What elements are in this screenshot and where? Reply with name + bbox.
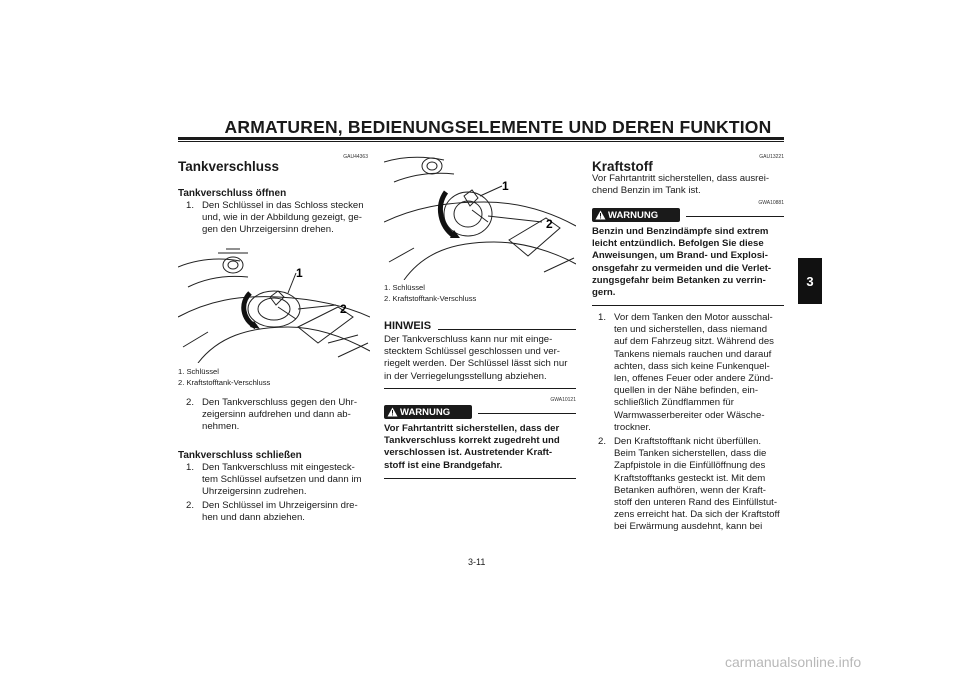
step-number: 1. xyxy=(186,462,195,473)
step-number: 2. xyxy=(186,397,195,408)
section-code: GAU44363 xyxy=(343,154,368,160)
figure-caption-2: 2. Kraftstofftank-Verschluss xyxy=(178,378,271,387)
hinweis-label: HINWEIS xyxy=(384,320,432,332)
section-code: GAU13221 xyxy=(759,154,784,160)
figure-caption-2: 2. Kraftstofftank-Verschluss xyxy=(384,294,477,303)
subheading-close: Tankverschluss schließen xyxy=(178,450,302,461)
step-text: Den Schlüssel in das Schloss stecken und, wie in der Abbildung gezeigt, ge- gen den Uhrzeigersinn drehen. xyxy=(202,200,364,236)
figure-callout-1: 1 xyxy=(296,266,303,280)
header-rule xyxy=(178,137,784,140)
subheading-open: Tankverschluss öffnen xyxy=(178,188,287,199)
page-header-title: ARMATUREN, BEDIENUNGSELEMENTE UND DEREN FUNKTION xyxy=(224,117,772,137)
warning-rule xyxy=(686,216,784,217)
hinweis-rule xyxy=(438,329,576,330)
figure-callout-2: 2 xyxy=(340,302,347,316)
warning-code: GWA10881 xyxy=(758,200,784,206)
chapter-tab: 3 xyxy=(798,258,822,304)
figure-callout-1: 1 xyxy=(502,179,509,193)
warning-triangle-icon xyxy=(384,407,400,417)
hinweis-bottom-rule xyxy=(384,388,576,389)
warning-text: Vor Fahrtantritt sicherstellen, dass der Tankverschluss korrekt zugedreht und verschlossen ist. Austretender Kraft- stoff ist eine Brandgefahr. xyxy=(384,423,560,471)
step-number: 2. xyxy=(598,436,607,447)
watermark: carmanualsonline.info xyxy=(725,654,862,670)
warning-badge: WARNUNG xyxy=(592,208,680,222)
warning-bottom-rule xyxy=(384,478,576,479)
warning-triangle-icon xyxy=(592,210,608,220)
step-text: Vor dem Tanken den Motor ausschal- ten und sicherstellen, dass niemand auf dem Fahrzeug sitzt. Während des Tankens niemals rauchen und darauf achten, dass sich keine Funkenquel- len, offenes Feuer oder andere Zünd- quellen in der Nähe befinden, ein- schließlich Zündflammen für Warmwasserbereiter oder Wäsche- trockner. xyxy=(614,312,774,433)
figure-callout-2: 2 xyxy=(546,217,553,231)
section-title-kraftstoff: Kraftstoff xyxy=(592,159,653,174)
warning-code: GWA10121 xyxy=(550,397,576,403)
page-number: 3-11 xyxy=(468,557,486,567)
warning-rule xyxy=(478,413,576,414)
step-text: Den Tankverschluss gegen den Uhr- zeigersinn aufdrehen und dann ab- nehmen. xyxy=(202,397,358,433)
fuel-cap-figure-1 xyxy=(178,247,370,363)
intro-text: Vor Fahrtantritt sicherstellen, dass ausrei- chend Benzin im Tank ist. xyxy=(592,173,770,197)
section-title-tankverschluss: Tankverschluss xyxy=(178,159,280,174)
step-number: 1. xyxy=(598,312,607,323)
fuel-cap-figure-2 xyxy=(384,152,576,280)
step-text: Den Kraftstofftank nicht überfüllen. Beim Tanken sicherstellen, dass die Zapfpistole in die Einfüllöffnung des Kraftstofftanks gesteckt ist. Mit dem Betanken aufhören, wenn der Kraft- stoff den unteren Rand des Einfüllstut- zens erreicht hat. Da sich der Kraftstoff bei Erwärmung ausdehnt, kann bei xyxy=(614,436,780,533)
step-number: 2. xyxy=(186,500,195,511)
step-text: Den Tankverschluss mit eingesteck- tem Schlüssel aufsetzen und dann im Uhrzeigersinn zudrehen. xyxy=(202,462,362,498)
step-number: 1. xyxy=(186,200,195,211)
warning-text: Benzin und Benzindämpfe sind extrem leicht entzündlich. Befolgen Sie diese Anweisungen, um Brand- und Explosi- onsgefahr zu vermeiden und die Verlet- zungsgefahr beim Betanken zu verrin- gern. xyxy=(592,226,772,299)
figure-caption-1: 1. Schlüssel xyxy=(384,283,425,292)
figure-caption-1: 1. Schlüssel xyxy=(178,367,219,376)
hinweis-text: Der Tankverschluss kann nur mit einge- stecktem Schlüssel geschlossen und ver- riegelt werden. Der Schlüssel lässt sich nur in der Verriegelungsstellung abziehen. xyxy=(384,334,568,382)
warning-badge: WARNUNG xyxy=(384,405,472,419)
header-rule-thin xyxy=(178,141,784,142)
warning-bottom-rule xyxy=(592,305,784,306)
step-text: Den Schlüssel im Uhrzeigersinn dre- hen und dann abziehen. xyxy=(202,500,358,524)
